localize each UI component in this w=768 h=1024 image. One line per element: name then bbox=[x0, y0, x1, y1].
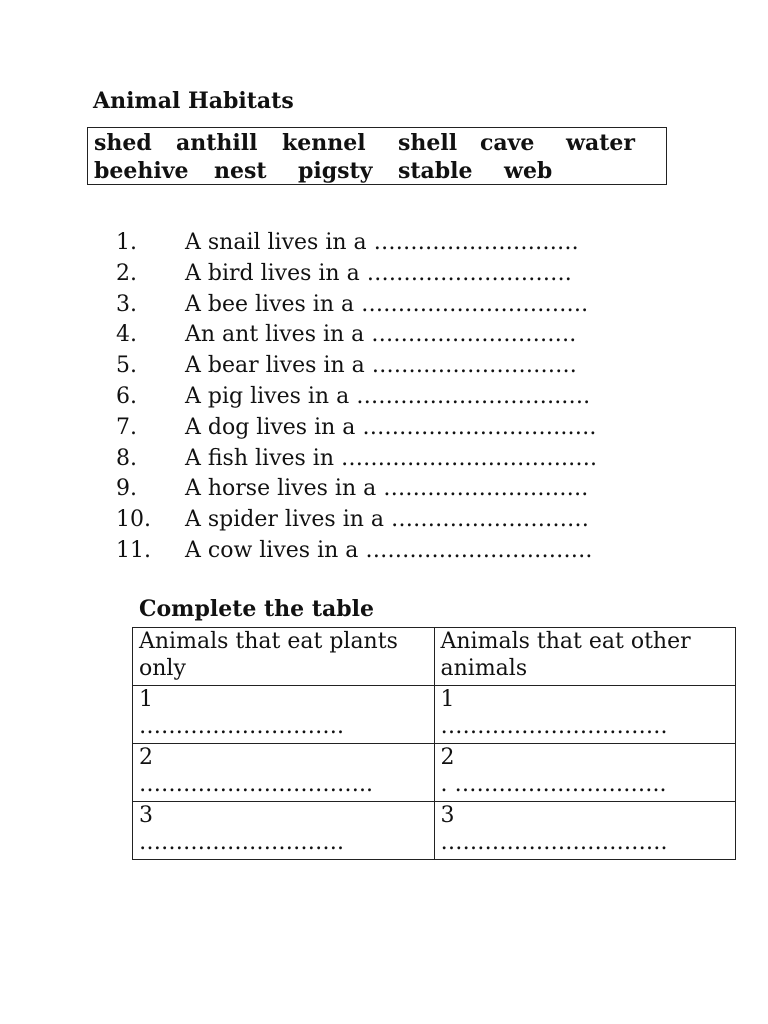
table-row bbox=[133, 686, 736, 744]
question-text: A snail lives in a ………………………. bbox=[185, 230, 579, 255]
table-row bbox=[133, 744, 736, 802]
answer-blank: ………………………….. bbox=[139, 772, 373, 797]
cell-number: 1 bbox=[139, 687, 153, 712]
question-item bbox=[116, 228, 597, 259]
word-bank-box bbox=[87, 127, 667, 185]
question-text: A bear lives in a ………………………. bbox=[185, 353, 577, 379]
question-number: 9. bbox=[116, 476, 137, 502]
question-number: 11. bbox=[116, 537, 151, 563]
question-item bbox=[116, 474, 597, 505]
word-bank-word: shell bbox=[398, 130, 458, 156]
cell-number: 3 bbox=[139, 803, 153, 828]
question-number: 4. bbox=[116, 322, 137, 348]
answer-blank: ………………………. bbox=[139, 714, 344, 739]
answer-cell-meat-eater[interactable] bbox=[434, 686, 736, 744]
worksheet-title: Animal Habitats bbox=[93, 88, 294, 114]
question-item bbox=[116, 536, 597, 567]
cell-number: 2 bbox=[440, 745, 455, 770]
cell-number: 2 bbox=[139, 745, 153, 770]
question-item bbox=[116, 320, 597, 351]
question-number: 1. bbox=[116, 230, 137, 255]
header-plant-eaters: Animals that eat plants only bbox=[133, 628, 435, 686]
question-text: A cow lives in a …………………………. bbox=[185, 537, 593, 563]
question-text: A dog lives in a ……………………….…. bbox=[185, 414, 597, 440]
question-list bbox=[116, 228, 597, 567]
word-bank-word: shed bbox=[94, 130, 152, 156]
answer-cell-plant-eater[interactable] bbox=[133, 744, 435, 802]
question-text: A pig lives in a ……………………….…. bbox=[185, 383, 591, 409]
table-heading: Complete the table bbox=[139, 596, 374, 622]
table-row bbox=[133, 802, 736, 860]
question-number: 2. bbox=[116, 260, 137, 286]
word-bank-word: cave bbox=[480, 130, 535, 156]
question-number: 6. bbox=[116, 383, 137, 409]
answer-blank: . ……………………….. bbox=[440, 772, 667, 797]
word-bank-word: kennel bbox=[282, 130, 366, 156]
word-bank-word: stable bbox=[398, 158, 473, 184]
question-item bbox=[116, 413, 597, 444]
answer-table bbox=[132, 627, 736, 860]
word-bank-word: water bbox=[566, 130, 635, 156]
question-item bbox=[116, 259, 597, 290]
answer-blank: …………………………. bbox=[440, 830, 668, 855]
question-text: An ant lives in a ………………………. bbox=[185, 322, 577, 348]
question-item bbox=[116, 382, 597, 413]
word-bank-word: beehive bbox=[94, 158, 189, 184]
word-bank-line-2 bbox=[94, 157, 666, 185]
question-text: A bird lives in a ………………………. bbox=[185, 260, 572, 286]
word-bank-word: web bbox=[504, 158, 553, 184]
answer-blank: ………………………. bbox=[139, 830, 344, 855]
question-item bbox=[116, 505, 597, 536]
cell-number: 3 bbox=[440, 803, 455, 828]
word-bank-word: nest bbox=[214, 158, 267, 184]
answer-cell-plant-eater[interactable] bbox=[133, 802, 435, 860]
question-item bbox=[116, 351, 597, 382]
header-meat-eaters: Animals that eat other animals bbox=[434, 628, 736, 686]
question-item bbox=[116, 290, 597, 321]
word-bank-word: anthill bbox=[176, 130, 258, 156]
question-item bbox=[116, 444, 597, 475]
cell-number: 1 bbox=[440, 687, 455, 712]
question-text: A bee lives in a …………………………. bbox=[185, 291, 589, 317]
question-text: A horse lives in a ………………………. bbox=[185, 476, 589, 502]
word-bank-line-1 bbox=[94, 129, 666, 157]
table-header-row bbox=[133, 628, 736, 686]
answer-cell-plant-eater[interactable] bbox=[133, 686, 435, 744]
answer-blank: …………………………. bbox=[440, 714, 668, 739]
question-number: 3. bbox=[116, 291, 137, 317]
question-number: 10. bbox=[116, 507, 151, 533]
word-bank-word: pigsty bbox=[298, 158, 373, 184]
answer-cell-meat-eater[interactable] bbox=[434, 802, 736, 860]
question-text: A spider lives in a ……………………… bbox=[185, 507, 590, 533]
question-number: 5. bbox=[116, 353, 137, 379]
answer-cell-meat-eater[interactable] bbox=[434, 744, 736, 802]
question-number: 8. bbox=[116, 445, 137, 471]
question-text: A fish lives in ………………………….…. bbox=[185, 445, 597, 471]
question-number: 7. bbox=[116, 414, 137, 440]
